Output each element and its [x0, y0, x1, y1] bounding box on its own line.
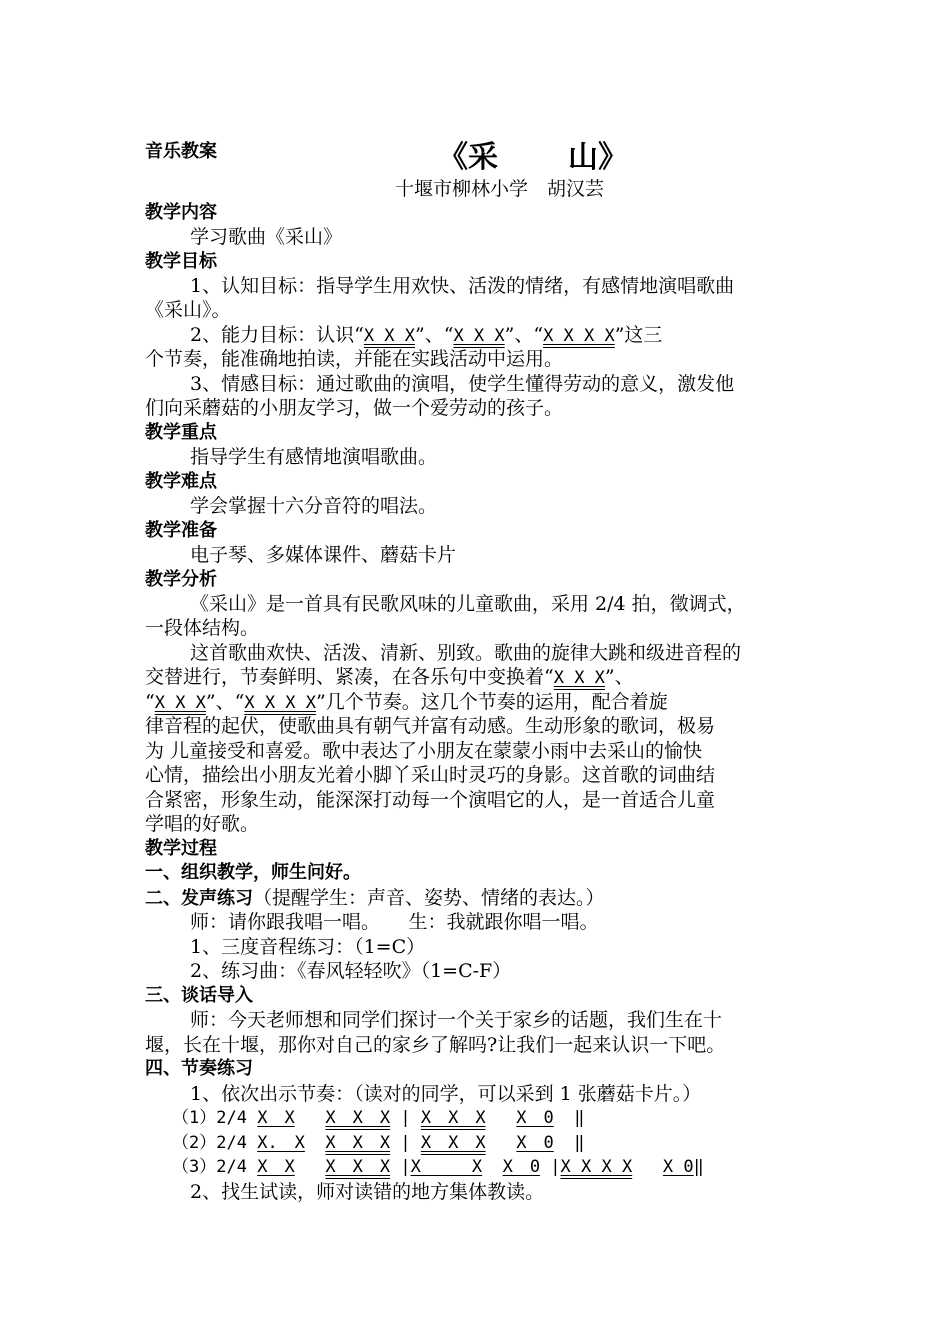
analysis-text: ”几个节奏。这几个节奏的运用，配合着旋 — [316, 691, 668, 713]
rhythm-row-number: （3）2/4 — [172, 1157, 247, 1177]
step-3-title: 三、谈话导入 — [145, 985, 253, 1006]
goals-heading: 教学目标 — [145, 251, 217, 272]
step-2-item-1: 1、三度音程练习：（1=C） — [190, 936, 426, 958]
rhythm-row-number: （1）2/4 — [172, 1108, 247, 1128]
title-left: 《采 — [438, 140, 498, 175]
rhythm-pattern-3: X X X X — [543, 326, 615, 346]
analysis-p2-line-3 — [145, 690, 668, 715]
rhythm-seg: X X X — [325, 1157, 391, 1177]
page-title — [438, 132, 628, 176]
rhythm-seg: X X — [257, 1108, 295, 1128]
goal-1-line-1: 1、认知目标：指导学生用欢快、活泼的情绪，有感情地演唱歌曲 — [190, 275, 735, 297]
prep-body: 电子琴、多媒体课件、蘑菇卡片 — [190, 544, 457, 566]
rhythm-pattern-3: X X X X — [244, 693, 316, 713]
rhythm-barline: ‖ — [693, 1157, 704, 1177]
analysis-text: “ — [145, 691, 155, 713]
analysis-p2-line-1: 这首歌曲欢快、活泼、清新、别致。歌曲的旋律大跳和级进音程的 — [190, 642, 742, 664]
analysis-p2-line-6: 心情，描绘出小朋友光着小脚丫采山时灵巧的身影。这首歌的词曲结 — [145, 764, 716, 786]
rhythm-row-3: （3）2/4 X X X X X |X X X 0 |X X X X X 0‖ — [172, 1157, 704, 1177]
analysis-text: ”、“ — [205, 691, 245, 713]
goal-2-text: 2、能力目标：认识“ — [190, 324, 364, 346]
rhythm-pattern-1: X X X — [363, 326, 415, 346]
goal-2-line-2: 个节奏，能准确地拍读，并能在实践活动中运用。 — [145, 348, 564, 370]
analysis-text: 交替进行，节奏鲜明、紧凑，在各乐句中变换着“ — [145, 666, 554, 688]
analysis-p2-line-5: 为 儿童接受和喜爱。歌中表达了小朋友在蒙蒙小雨中去采山的愉快 — [145, 740, 703, 762]
rhythm-row-2: （2）2/4 X. X X X X | X X X X 0 ‖ — [172, 1133, 585, 1153]
difficulty-heading: 教学难点 — [145, 471, 217, 492]
rhythm-pattern-2: X X X — [154, 693, 206, 713]
rhythm-seg: X 0 — [502, 1157, 541, 1177]
rhythm-row-number: （2）2/4 — [172, 1133, 247, 1153]
step-3-line-1: 师：今天老师想和同学们探讨一个关于家乡的话题，我们生在十 — [190, 1009, 723, 1031]
analysis-text: ”、 — [604, 666, 634, 688]
prep-heading: 教学准备 — [145, 520, 217, 541]
rhythm-seg: X X X — [325, 1133, 391, 1153]
doc-label: 音乐教案 — [145, 141, 217, 162]
rhythm-pattern-2: X X X — [453, 326, 505, 346]
analysis-p2-line-2 — [145, 665, 634, 690]
rhythm-seg: X X X — [325, 1108, 391, 1128]
analysis-heading: 教学分析 — [145, 569, 217, 590]
rhythm-barline: ‖ — [574, 1133, 585, 1153]
step-3-line-2: 堰，长在十堰，那你对自己的家乡了解吗?让我们一起来认识一下吧。 — [145, 1034, 726, 1056]
process-heading: 教学过程 — [145, 838, 217, 859]
goal-3-line-1: 3、情感目标：通过歌曲的演唱，使学生懂得劳动的意义，激发他 — [190, 373, 735, 395]
analysis-p2-line-4: 律音程的起伏，使歌曲具有朝气并富有动感。生动形象的歌词，极易 — [145, 715, 716, 737]
rhythm-seg: X X X X — [560, 1157, 633, 1177]
rhythm-seg: X. X — [257, 1133, 305, 1153]
title-right: 山》 — [568, 140, 628, 175]
rhythm-seg: X 0 — [516, 1108, 554, 1128]
goal-2-tail: ”这三 — [614, 324, 663, 346]
step-2-line — [145, 886, 605, 911]
rhythm-seg: X 0 — [516, 1133, 554, 1153]
analysis-p2-line-7: 合紧密，形象生动，能深深打动每一个演唱它的人，是一首适合儿童 — [145, 789, 716, 811]
rhythm-seg: X 0 — [662, 1157, 694, 1177]
content-heading: 教学内容 — [145, 202, 217, 223]
author-line: 十堰市柳林小学 胡汉芸 — [395, 178, 605, 200]
difficulty-body: 学会掌握十六分音符的唱法。 — [190, 495, 438, 517]
content-body: 学习歌曲《采山》 — [190, 226, 343, 248]
step-4-item-1: 1、依次出示节奏：（读对的同学，可以采到 1 张蘑菇卡片。） — [190, 1083, 702, 1105]
rhythm-seg: X X — [410, 1157, 483, 1177]
rhythm-pattern-1: X X X — [553, 668, 605, 688]
step-2-note: （提醒学生：声音、姿势、情绪的表达。） — [253, 887, 605, 909]
goal-2-line-1 — [190, 323, 662, 348]
step-2-dialog: 师：请你跟我唱一唱。 生：我就跟你唱一唱。 — [190, 911, 599, 933]
focus-heading: 教学重点 — [145, 422, 217, 443]
rhythm-row-1: （1）2/4 X X X X X | X X X X 0 ‖ — [172, 1108, 585, 1128]
rhythm-seg: X X X — [420, 1108, 486, 1128]
step-2-title: 二、发声练习 — [145, 888, 253, 909]
goal-3-line-2: 们向采蘑菇的小朋友学习，做一个爱劳动的孩子。 — [145, 397, 564, 419]
focus-body: 指导学生有感情地演唱歌曲。 — [190, 446, 438, 468]
analysis-p1-line-1: 《采山》是一首具有民歌风味的儿童歌曲，采用 2/4 拍，徵调式， — [190, 593, 746, 615]
quote-sep: ”、“ — [415, 324, 454, 346]
step-4-item-2: 2、找生试读，师对读错的地方集体教读。 — [190, 1181, 545, 1203]
rhythm-seg: X X — [257, 1157, 295, 1177]
rhythm-seg: X X X — [420, 1133, 486, 1153]
quote-sep: ”、“ — [504, 324, 544, 346]
analysis-p2-line-8: 学唱的好歌。 — [145, 813, 260, 835]
rhythm-barline: ‖ — [574, 1108, 585, 1128]
goal-1-line-2: 《采山》。 — [145, 299, 231, 321]
step-1-title: 一、组织教学，师生问好。 — [145, 862, 361, 883]
analysis-p1-line-2: 一段体结构。 — [145, 617, 260, 639]
step-2-item-2: 2、练习曲：《春风轻轻吹》（1=C-F） — [190, 960, 512, 982]
step-4-title: 四、节奏练习 — [145, 1058, 253, 1079]
